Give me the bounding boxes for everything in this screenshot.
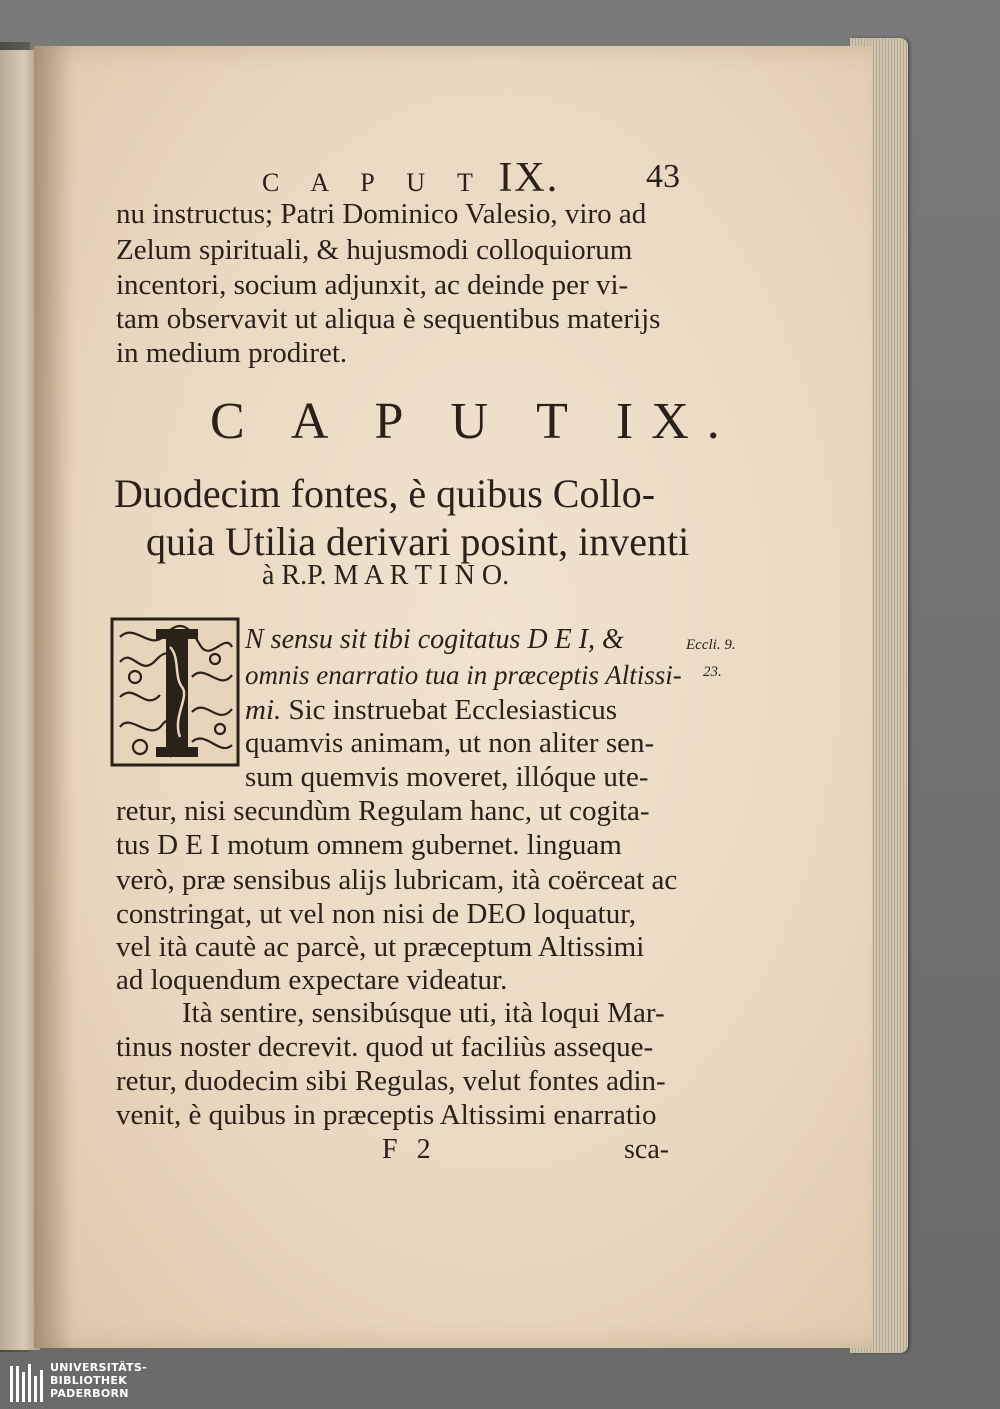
text-line: venit, è quibus in præceptis Altissimi enarratio [116,1099,657,1131]
library-name [50,1361,147,1400]
library-name-line: BIBLIOTHEK [50,1374,128,1387]
text-line [245,694,617,727]
chapter-heading: C A P U T IX. [210,393,738,450]
page-number: 43 [646,158,680,195]
running-head [262,154,559,202]
text-line: tam observavit ut aliqua è sequentibus materijs [116,303,661,335]
text-fragment: Sic instruebat Ecclesiasticus [288,694,618,726]
text-line: retur, duodecim sibi Regulas, velut fontes adin- [116,1065,666,1097]
signature-mark: F 2 [382,1134,437,1165]
text-line: sum quemvis moveret, illóque ute- [245,761,649,793]
text-line: nu instructus; Patri Dominico Valesio, viro ad [116,198,647,230]
text-line: retur, nisi secundùm Regulam hanc, ut cogita- [116,795,650,827]
marginal-note: 23. [703,664,722,680]
library-footer-bar [0,1360,1000,1409]
text-line: quamvis animam, ut non aliter sen- [245,727,655,759]
text-line: in medium prodiret. [116,337,348,369]
running-head-caput: C A P U T [262,168,486,197]
text-line: ad loquendum expectare videatur. [116,964,508,996]
chapter-title-author: à R.P. M A R T I N O. [262,560,510,591]
italic-fragment: mi. [245,694,282,726]
decorated-initial-i-icon [110,617,240,767]
page-gutter-shadow [34,46,74,1348]
text-line: tinus noster decrevit. quod ut faciliùs asseque- [116,1031,654,1063]
chapter-title-line: Duodecim fontes, è quibus Collo- [114,471,656,516]
library-logo-icon [8,1362,48,1406]
text-line: vel ità cautè ac parcè, ut præceptum Altissimi [116,931,645,963]
italic-line: omnis enarratio tua in præceptis Altissi- [245,660,682,690]
text-line: Ità sentire, sensibúsque uti, ità loqui Mar- [182,997,665,1029]
library-name-line: UNIVERSITÄTS- [50,1361,147,1374]
text-line: incentori, socium adjunxit, ac deinde per vi- [116,269,629,301]
italic-line: N sensu sit tibi cogitatus D E I, & [245,624,624,655]
chapter-title-line: quia Utilia derivari posint, inventi [146,519,690,564]
marginal-note: Eccli. 9. [686,637,736,653]
catchword: sca- [624,1134,670,1165]
text-line: verò, præ sensibus alijs lubricam, ità coërceat ac [116,864,678,896]
text-line: tus D E I motum omnem gubernet. linguam [116,829,622,861]
text-line: Zelum spirituali, & hujusmodi colloquiorum [116,234,633,266]
library-name-line: PADERBORN [50,1387,129,1400]
text-line: constringat, ut vel non nisi de DEO loquatur, [116,898,636,930]
running-head-numeral: IX. [498,155,560,201]
